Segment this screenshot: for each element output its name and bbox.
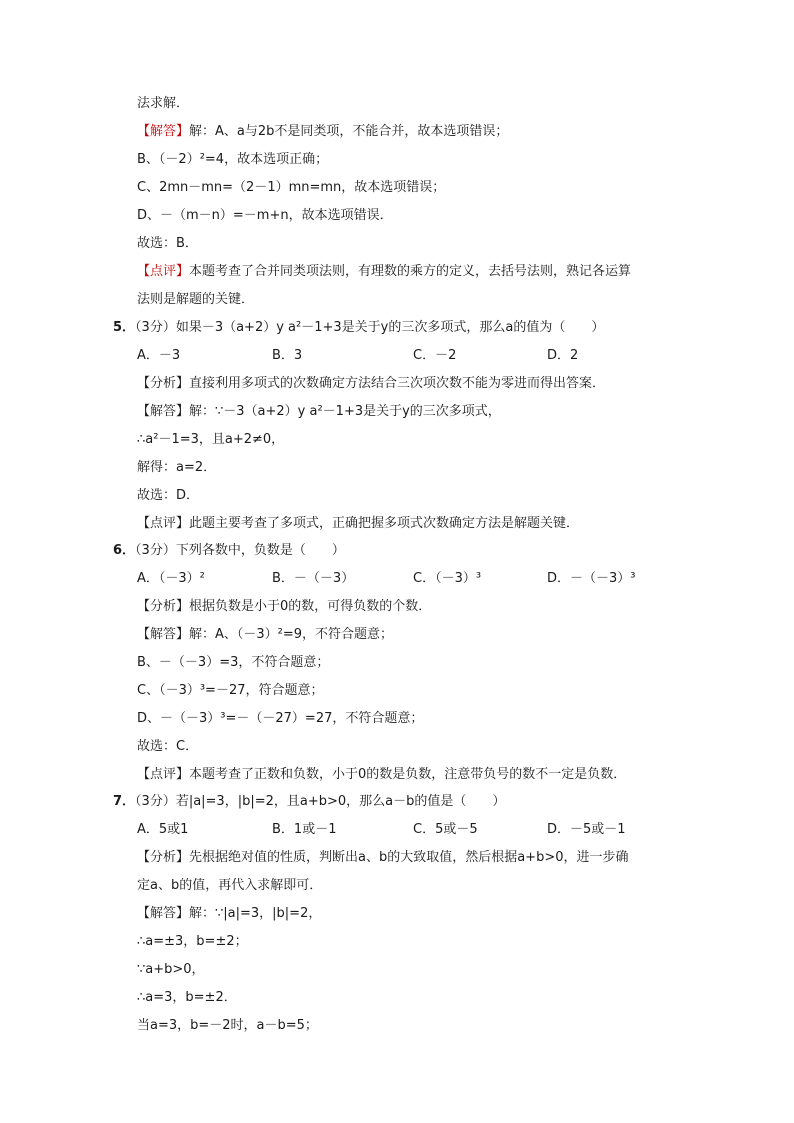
option-c: C．5或－5 bbox=[413, 822, 478, 837]
option-b: B．1或－1 bbox=[272, 822, 337, 837]
text-line: 故选：C． bbox=[137, 739, 199, 754]
comment-line: 【点评】本题考查了正数和负数，小于0的数是负数，注意带负号的数不一定是负数． bbox=[137, 767, 627, 782]
text-line: 法则是解题的关键． bbox=[137, 292, 255, 307]
text-line: B、－（－3）=3，不符合题意； bbox=[137, 655, 330, 670]
text-line: 故选：D． bbox=[137, 488, 200, 503]
text-line: 定a、b的值，再代入求解即可． bbox=[137, 878, 323, 893]
text-line: 法求解． bbox=[137, 96, 190, 111]
option-a: A．－3 bbox=[137, 348, 181, 363]
comment-line: 【点评】本题考查了合并同类项法则，有理数的乘方的定义，去括号法则，熟记各运算 bbox=[137, 264, 632, 279]
answer-line: 【解答】解：∵－3（a+2）y a²－1+3是关于y的三次多项式， bbox=[137, 404, 501, 419]
text-line: 解得：a=2． bbox=[137, 460, 217, 475]
option-d: D．－（－3）³ bbox=[547, 571, 636, 586]
answer-line: 【解答】解：A、（－3）²=9，不符合题意； bbox=[137, 627, 394, 642]
comment-line: 【点评】此题主要考查了多项式，正确把握多项式次数确定方法是解题关键． bbox=[137, 516, 580, 531]
option-d: D．2 bbox=[547, 348, 579, 363]
text-line: B、（－2）²=4，故本选项正确； bbox=[137, 152, 329, 167]
text-line: 当a=3，b=－2时，a－b=5； bbox=[137, 1018, 318, 1033]
option-b: B．3 bbox=[272, 348, 303, 363]
answer-tag: 【解答】 bbox=[137, 124, 190, 139]
question-number: 7． bbox=[113, 794, 136, 809]
question-6: 6．（3分）下列各数中，负数是（ ） bbox=[113, 543, 345, 558]
option-c: C．－2 bbox=[413, 348, 457, 363]
text-line: ∴a=3，b=±2． bbox=[137, 990, 237, 1005]
question-7: 7．（3分）若|a|=3，|b|=2，且a+b>0，那么a－b的值是（ ） bbox=[113, 794, 506, 809]
analysis-line: 【分析】根据负数是小于0的数，可得负数的个数． bbox=[137, 599, 432, 614]
text-line: ∴a=±3，b=±2； bbox=[137, 934, 248, 949]
answer-line: 【解答】解：A、a与2b不是同类项，不能合并，故本选项错误； bbox=[137, 124, 509, 139]
question-number: 5． bbox=[113, 320, 136, 335]
text-line: 故选：B． bbox=[137, 236, 198, 251]
option-c: C．（－3）³ bbox=[413, 571, 482, 586]
option-d: D．－5或－1 bbox=[547, 822, 626, 837]
option-a: A．5或1 bbox=[137, 822, 189, 837]
text-line: D、－（m－n）=－m+n，故本选项错误． bbox=[137, 208, 393, 223]
text-line: ∴a²－1=3，且a+2≠0， bbox=[137, 432, 285, 447]
text-line: C、2mn－mn=（2－1）mn=mn，故本选项错误； bbox=[137, 180, 446, 195]
text-line: D、－（－3）³=－（－27）=27，不符合题意； bbox=[137, 711, 424, 726]
text-line: C、（－3）³=－27，符合题意； bbox=[137, 683, 324, 698]
text-line: ∵a+b>0， bbox=[137, 962, 205, 977]
question-number: 6． bbox=[113, 543, 136, 558]
question-5: 5．（3分）如果－3（a+2）y a²－1+3是关于y的三次多项式，那么a的值为（ ） bbox=[113, 320, 605, 335]
comment-tag: 【点评】 bbox=[137, 264, 190, 279]
analysis-line: 【分析】直接利用多项式的次数确定方法结合三次项次数不能为零进而得出答案． bbox=[137, 376, 606, 391]
answer-line: 【解答】解：∵|a|=3，|b|=2， bbox=[137, 906, 322, 921]
option-a: A．（－3）² bbox=[137, 571, 205, 586]
analysis-line: 【分析】先根据绝对值的性质，判断出a、b的大致取值，然后根据a+b>0，进一步确 bbox=[137, 850, 629, 865]
option-b: B．－（－3） bbox=[272, 571, 355, 586]
